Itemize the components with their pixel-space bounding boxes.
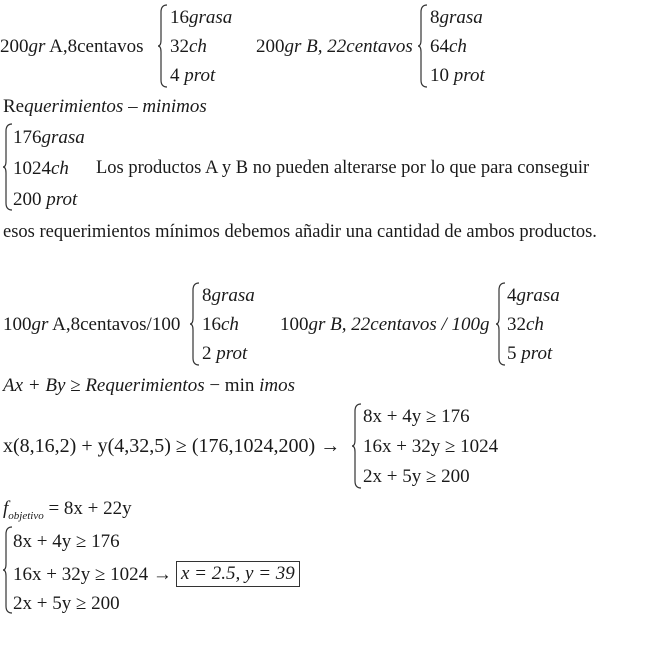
objective-function [3,498,132,522]
italic-word: imos [259,375,296,396]
product-b-100g-fat [507,286,560,305]
value: 4 [170,65,185,86]
product-a-100g-protein [202,344,247,363]
nutrient: prot [46,189,78,210]
product-b-200g-label [256,37,413,56]
explanation-line-2: esos requerimientos mínimos debemos añadir una cantidad de ambos productos. [3,222,597,242]
value: 16 [202,314,221,335]
nutrient: prot [453,65,485,86]
product-a-protein [170,66,215,85]
requirements-heading [3,97,207,116]
product-b-100g-label [280,315,490,334]
product-a-fat [170,8,232,27]
product-b-carbs [430,37,467,56]
product-label: B, 22centavos [301,36,413,57]
left-brace-icon [352,403,362,489]
left-brace-icon [158,4,168,88]
amount: 100 [280,314,309,335]
nutrient: ch [449,36,467,57]
nutrient: grasa [439,7,483,28]
mid: − min [204,375,260,396]
product-a-carbs [170,37,207,56]
product-b-100g-carbs [507,315,544,334]
nutrient: ch [526,314,544,335]
heading-italic: querimientos – minimos [24,96,207,117]
solution-box: x = 2.5, y = 39 [176,561,300,587]
final-eq-1: 8x + 4y ≥ 176 [13,531,120,552]
final-eq-3: 2x + 5y ≥ 200 [13,593,120,614]
expression: = 8x + 22y [43,498,132,519]
value: 32 [170,36,189,57]
value: 10 [430,65,454,86]
italic-word: querimientos [105,375,205,396]
nutrient: ch [51,158,69,179]
left-brace-icon [3,526,13,614]
value: 1024 [13,158,51,179]
re-text: Re [3,96,25,117]
system-eq-1: 8x + 4y ≥ 176 [363,406,470,427]
unit: gr [28,36,46,57]
requirements-inequality [3,376,295,395]
nutrient: prot [216,343,248,364]
left-brace-icon [3,123,13,211]
nutrient: grasa [41,127,85,148]
nutrient: ch [189,36,207,57]
nutrient: prot [184,65,216,86]
product-a-100g-label [3,315,180,334]
unit: gr [284,36,302,57]
f-symbol: f [3,498,9,519]
nutrient: prot [521,343,553,364]
system-eq-3: 2x + 5y ≥ 200 [363,466,470,487]
left-brace-icon [496,282,506,366]
lhs: Ax + By ≥ Re [3,375,106,396]
left-brace-icon [190,282,200,366]
subscript: objetivo [8,510,44,522]
nutrient: grasa [516,285,560,306]
product-b-fat [430,8,483,27]
value: 4 [507,285,517,306]
value: 32 [507,314,526,335]
nutrient: grasa [189,7,233,28]
product-b-protein [430,66,485,85]
nutrient: grasa [211,285,255,306]
product-a-100g-carbs [202,315,239,334]
product-label: A,8centavos [45,36,144,57]
explanation-line-1: Los productos A y B no pueden alterarse por lo que para conseguir [96,158,590,178]
value: 8 [202,285,212,306]
unit: gr [31,314,49,335]
value: 64 [430,36,449,57]
value: 16 [170,7,189,28]
system-eq-2: 16x + 32y ≥ 1024 [363,436,499,457]
unit: gr [308,314,326,335]
product-a-100g-fat [202,286,255,305]
value: 176 [13,127,42,148]
value: 2 [202,343,217,364]
product-label: A,8centavos/100 [48,314,181,335]
value: 8 [430,7,440,28]
value: 5 [507,343,522,364]
product-b-100g-protein [507,344,552,363]
product-label: B, 22centavos / 100g [325,314,490,335]
left-brace-icon [418,4,428,88]
amount: 100 [3,314,32,335]
amount: 200 [0,36,29,57]
value: 200 [13,189,47,210]
final-eq-2: 16x + 32y ≥ 1024 → [13,564,172,585]
requirement-protein [13,190,77,209]
nutrient: ch [221,314,239,335]
requirement-fat [13,128,85,147]
vector-equation: x(8,16,2) + y(4,32,5) ≥ (176,1024,200) → [3,435,341,457]
amount: 200 [256,36,285,57]
requirement-carbs [13,159,69,178]
product-a-200g-label [0,37,144,56]
